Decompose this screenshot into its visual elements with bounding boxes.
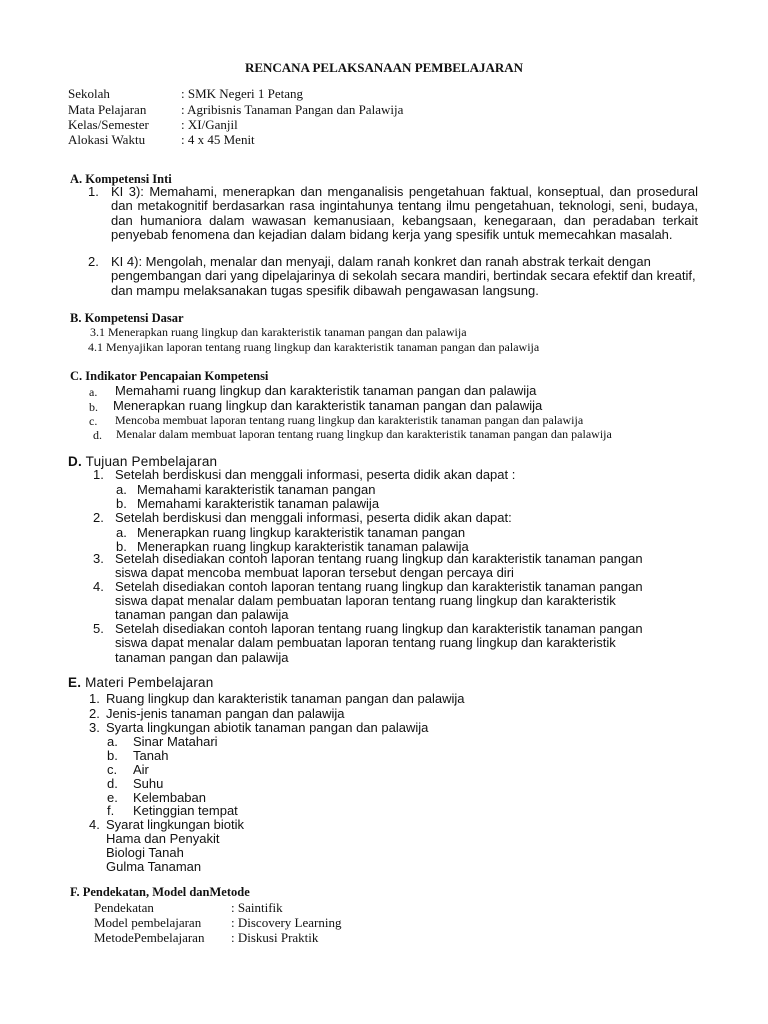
tujuan-line-number: 2.	[93, 510, 104, 525]
ki-text: KI 4): Mengolah, menalar dan menyaji, dalam ranah konkret dan ranah abstrak terkait dengan pengembangan dari yang dipelajarinya di sekolah secara mandiri, bertindak secara efektif dan kreatif, dan mampu melaksanakan tugas spesifik dibawah pengawasan langsung.	[111, 254, 696, 298]
kd-item: 4.1 Menyajikan laporan tentang ruang lingkup dan karakteristik tanaman pangan dan palawija	[88, 340, 540, 354]
materi-line-text: Kelembaban	[133, 790, 206, 805]
indicator-text: Menalar dalam membuat laporan tentang ruang lingkup dan karakteristik tanaman pangan dan palawija	[116, 427, 612, 441]
materi-line-number: f.	[107, 803, 115, 818]
materi-line-text: Jenis-jenis tanaman pangan dan palawija	[106, 706, 345, 721]
materi-line-number: e.	[107, 790, 118, 805]
tujuan-line-text: Menerapkan ruang lingkup karakteristik tanaman pangan	[137, 525, 466, 540]
meta-value: : 4 x 45 Menit	[181, 132, 255, 147]
section-a-heading: A. Kompetensi Inti	[70, 172, 172, 186]
materi-line-text: Air	[133, 762, 149, 777]
indicator-letter: b.	[89, 400, 98, 414]
materi-line-number: c.	[107, 762, 118, 777]
materi-line-text: Biologi Tanah	[106, 845, 184, 860]
model-value: : Discovery Learning	[231, 915, 342, 930]
tujuan-line-number: 1.	[93, 467, 104, 482]
ki-text: KI 3): Memahami, menerapkan dan menganalisis pengetahuan faktual, konseptual, dan prosedural dan metakognitif berdasarkan rasa ingintahunya tentang ilmu pengetahuan, teknologi, seni, budaya, dan humaniora dalam wawasan kemanusiaan, kebangsaan, kenegaraan, dan peradaban terkait penyebab fenomena dan kejadian dalam bidang kerja yang spesifik untuk memecahkan masalah.	[111, 184, 698, 243]
indicator-letter: a.	[89, 385, 98, 399]
indicator-letter: c.	[89, 414, 98, 428]
ki-item-1	[88, 185, 698, 243]
tujuan-line-text: Setelah berdiskusi dan menggali informasi, peserta didik akan dapat:	[115, 510, 512, 525]
materi-line-number: 1.	[89, 691, 100, 706]
materi-line-text: Gulma Tanaman	[106, 859, 202, 874]
materi-line-number: 2.	[89, 706, 100, 721]
materi-line-text: Suhu	[133, 776, 164, 791]
ki-number: 1.	[88, 184, 99, 199]
materi-line-number: a.	[107, 734, 118, 749]
kd-item: 3.1 Menerapkan ruang lingkup dan karakteristik tanaman pangan dan palawija	[90, 325, 467, 339]
tujuan-line-text: tanaman pangan dan palawija	[115, 607, 289, 622]
section-e-letter: E.	[68, 675, 82, 690]
materi-line-number: 3.	[89, 720, 100, 735]
section-e-heading	[68, 675, 213, 690]
materi-line-text: Sinar Matahari	[133, 734, 218, 749]
model-label: Model pembelajaran	[94, 915, 202, 930]
materi-line-text: Tanah	[133, 748, 169, 763]
tujuan-line-number: 5.	[93, 621, 104, 636]
tujuan-line-number: b.	[116, 496, 127, 511]
section-c-heading: C. Indikator Pencapaian Kompetensi	[70, 369, 269, 383]
method-value: : Diskusi Praktik	[231, 930, 319, 945]
indicator-text: Menerapkan ruang lingkup dan karakteristik tanaman pangan dan palawija	[113, 398, 543, 413]
materi-line-text: Hama dan Penyakit	[106, 831, 220, 846]
materi-line-number: 4.	[89, 817, 100, 832]
tujuan-line-number: a.	[116, 482, 127, 497]
approach-label: Pendekatan	[94, 900, 154, 915]
tujuan-line-text: Memahami karakteristik tanaman palawija	[137, 496, 380, 511]
document-title: RENCANA PELAKSANAAN PEMBELAJARAN	[244, 60, 524, 75]
ki-item-2	[88, 255, 698, 298]
meta-value: : SMK Negeri 1 Petang	[181, 86, 304, 101]
indicator-text: Mencoba membuat laporan tentang ruang lingkup dan karakteristik tanaman pangan dan palawija	[115, 413, 584, 427]
method-label: MetodePembelajaran	[94, 930, 205, 945]
meta-label: Kelas/Semester	[68, 117, 149, 132]
tujuan-line-number: b.	[116, 539, 127, 554]
tujuan-line-text: Setelah disediakan contoh laporan tentang ruang lingkup dan karakteristik tanaman pangan	[115, 621, 643, 636]
meta-label: Alokasi Waktu	[68, 132, 146, 147]
tujuan-line-text: siswa dapat menalar dalam pembuatan laporan tentang ruang lingkup dan karakteristik	[115, 635, 616, 650]
tujuan-line-text: tanaman pangan dan palawija	[115, 650, 289, 665]
tujuan-line-text: Setelah disediakan contoh laporan tentang ruang lingkup dan karakteristik tanaman pangan	[115, 579, 643, 594]
meta-value: : XI/Ganjil	[181, 117, 238, 132]
tujuan-line-number: a.	[116, 525, 127, 540]
section-d-letter: D.	[68, 454, 82, 469]
tujuan-line-number: 4.	[93, 579, 104, 594]
section-e-title: Materi Pembelajaran	[85, 675, 214, 690]
tujuan-line-text: siswa dapat mencoba membuat laporan tersebut dengan percaya diri	[115, 565, 514, 580]
section-d-title: Tujuan Pembelajaran	[85, 454, 218, 469]
approach-value: : Saintifik	[231, 900, 283, 915]
tujuan-line-text: siswa dapat menalar dalam pembuatan laporan tentang ruang lingkup dan karakteristik	[115, 593, 616, 608]
meta-label: Sekolah	[68, 86, 110, 101]
materi-line-text: Syarta lingkungan abiotik tanaman pangan dan palawija	[106, 720, 429, 735]
meta-value: : Agribisnis Tanaman Pangan dan Palawija	[181, 102, 404, 117]
tujuan-line-text: Memahami karakteristik tanaman pangan	[137, 482, 376, 497]
tujuan-line-text: Setelah disediakan contoh laporan tentang ruang lingkup dan karakteristik tanaman pangan	[115, 551, 643, 566]
meta-label: Mata Pelajaran	[68, 102, 147, 117]
tujuan-line-number: 3.	[93, 551, 104, 566]
materi-line-number: b.	[107, 748, 118, 763]
materi-line-text: Syarat lingkungan biotik	[106, 817, 245, 832]
tujuan-line-text: Menerapkan ruang lingkup karakteristik tanaman palawija	[137, 539, 469, 554]
ki-number: 2.	[88, 254, 99, 269]
section-b-heading: B. Kompetensi Dasar	[70, 311, 184, 325]
tujuan-line-text: Setelah berdiskusi dan menggali informasi, peserta didik akan dapat :	[115, 467, 516, 482]
materi-line-text: Ruang lingkup dan karakteristik tanaman pangan dan palawija	[106, 691, 465, 706]
materi-line-number: d.	[107, 776, 118, 791]
indicator-text: Memahami ruang lingkup dan karakteristik tanaman pangan dan palawija	[115, 383, 537, 398]
section-f-heading: F. Pendekatan, Model danMetode	[70, 885, 250, 899]
indicator-letter: d.	[93, 428, 102, 442]
materi-line-text: Ketinggian tempat	[133, 803, 238, 818]
